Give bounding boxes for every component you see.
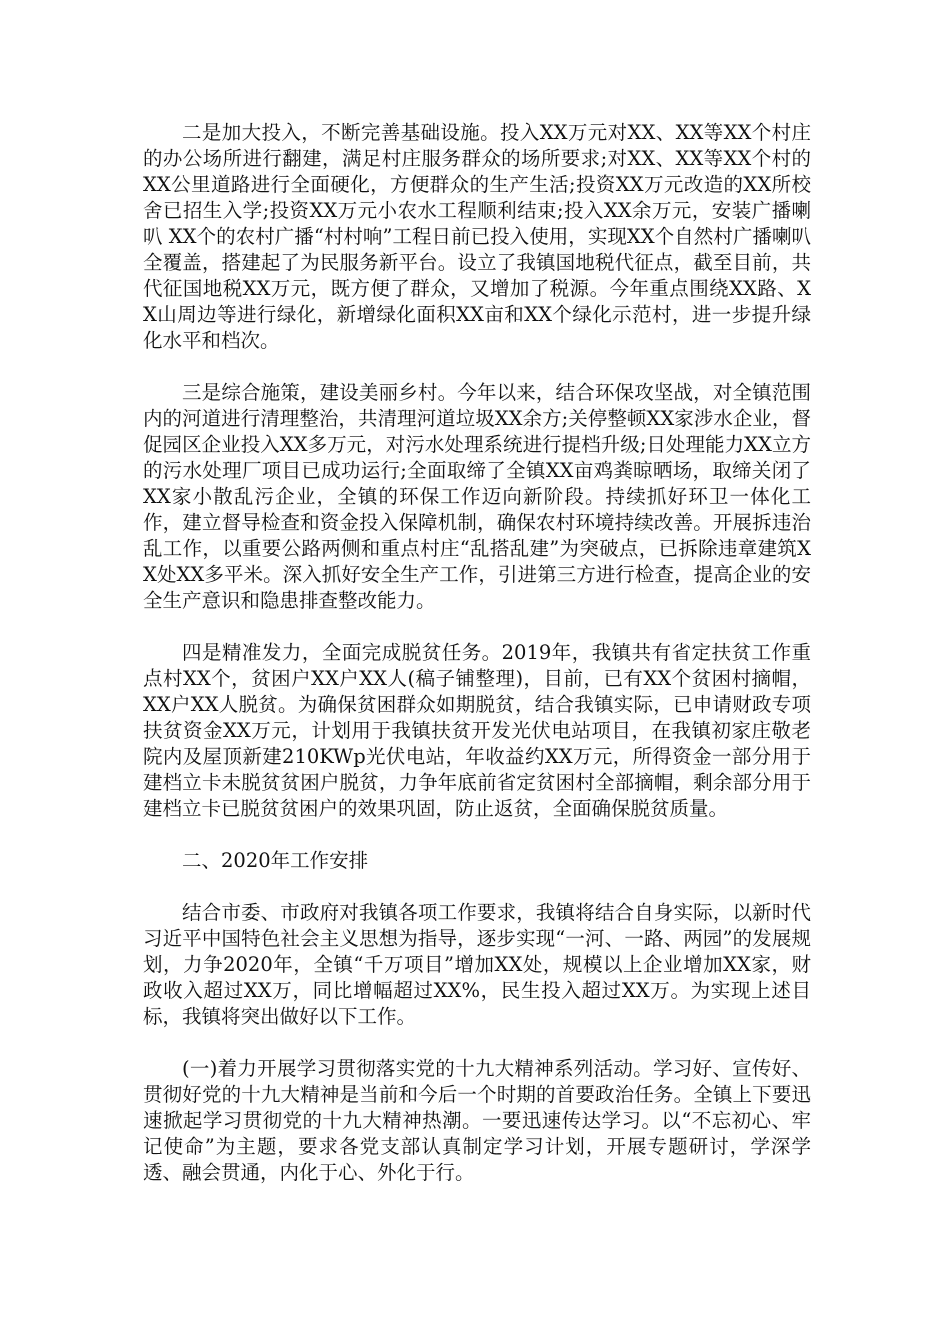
paragraph-gap xyxy=(143,1030,811,1056)
paragraph-beautiful-village: 三是综合施策，建设美丽乡村。今年以来，结合环保攻坚战，对全镇范围内的河道进行清理整治，共清理河道垃圾XX余方;关停整顿XX家涉水企业，督促园区企业投入XX多万元，对污水处理系统进行提档升级;日处理能力XX立方的污水处理厂项目已成功运行;全面取缔了全镇XX亩鸡粪晾晒场，取缔关闭了XX家小散乱污企业，全镇的环保工作迈向新阶段。持续抓好环卫一体化工作，建立督导检查和资金投入保障机制，确保农村环境持续改善。开展拆违治乱工作，以重要公路两侧和重点村庄“乱搭乱建”为突破点，已拆除违章建筑XX处XX多平米。深入抓好安全生产工作，引进第三方进行检查，提高企业的安全生产意识和隐患排查整改能力。 xyxy=(143,381,811,612)
section-heading-2020-plan: 二、2020年工作安排 xyxy=(182,849,369,872)
document-page xyxy=(143,120,811,1186)
paragraph-gap xyxy=(143,874,811,900)
paragraph-gap xyxy=(143,354,811,380)
paragraph-gap xyxy=(143,614,811,640)
paragraph-infrastructure: 二是加大投入，不断完善基础设施。投入XX万元对XX、XX等XX个村庄的办公场所进行翻建，满足村庄服务群众的场所要求;对XX、XX等XX个村的XX公里道路进行全面硬化，方便群众的生产生活;投资XX万元改造的XX所校舍已招生入学;投资XX万元小农水工程顺利结束;投入XX余万元，安装广播喇叭 XX个的农村广播“村村响”工程日前已投入使用，实现XX个自然村广播喇叭全覆盖，搭建起了为民服务新平台。设立了我镇国地税代征点，截至目前，共代征国地税XX万元，既方便了群众，又增加了税源。今年重点围绕XX路、XX山周边等进行绿化，新增绿化面积XX亩和XX个绿化示范村，进一步提升绿化水平和档次。 xyxy=(143,121,811,352)
paragraph-gap xyxy=(143,822,811,848)
paragraph-2020-goals: 结合市委、市政府对我镇各项工作要求，我镇将结合自身实际，以新时代习近平中国特色社会主义思想为指导，逐步实现“一河、一路、两园”的发展规划，力争2020年，全镇“千万项目”增加XX处，规模以上企业增加XX家，财政收入超过XX万，同比增幅超过XX%，民生投入超过XX万。为实现上述目标，我镇将突出做好以下工作。 xyxy=(143,901,811,1028)
paragraph-poverty-alleviation: 四是精准发力，全面完成脱贫任务。2019年，我镇共有省定扶贫工作重点村XX个，贫困户XX户XX人(稿子铺整理)，目前，已有XX个贫困村摘帽， XX户XX人脱贫。为确保贫困群众如期脱贫，结合我镇实际，已申请财政专项扶贫资金XX万元，计划用于我镇扶贫开发光伏电站项目，在我镇初家庄敬老院内及屋顶新建210KWp光伏电站，年收益约XX万元，所得资金一部分用于建档立卡未脱贫贫困户脱贫，力争年底前省定贫困村全部摘帽，剩余部分用于建档立卡已脱贫贫困户的效果巩固，防止返贫，全面确保脱贫质量。 xyxy=(143,641,811,820)
paragraph-study-activities: (一)着力开展学习贯彻落实党的十九大精神系列活动。学习好、宣传好、贯彻好党的十九大精神是当前和今后一个时期的首要政治任务。全镇上下要迅速掀起学习贯彻党的十九大精神热潮。一要迅速传达学习。以“不忘初心、牢记使命”为主题，要求各党支部认真制定学习计划，开展专题研讨，学深学透、融会贯通，内化于心、外化于行。 xyxy=(143,1057,811,1184)
